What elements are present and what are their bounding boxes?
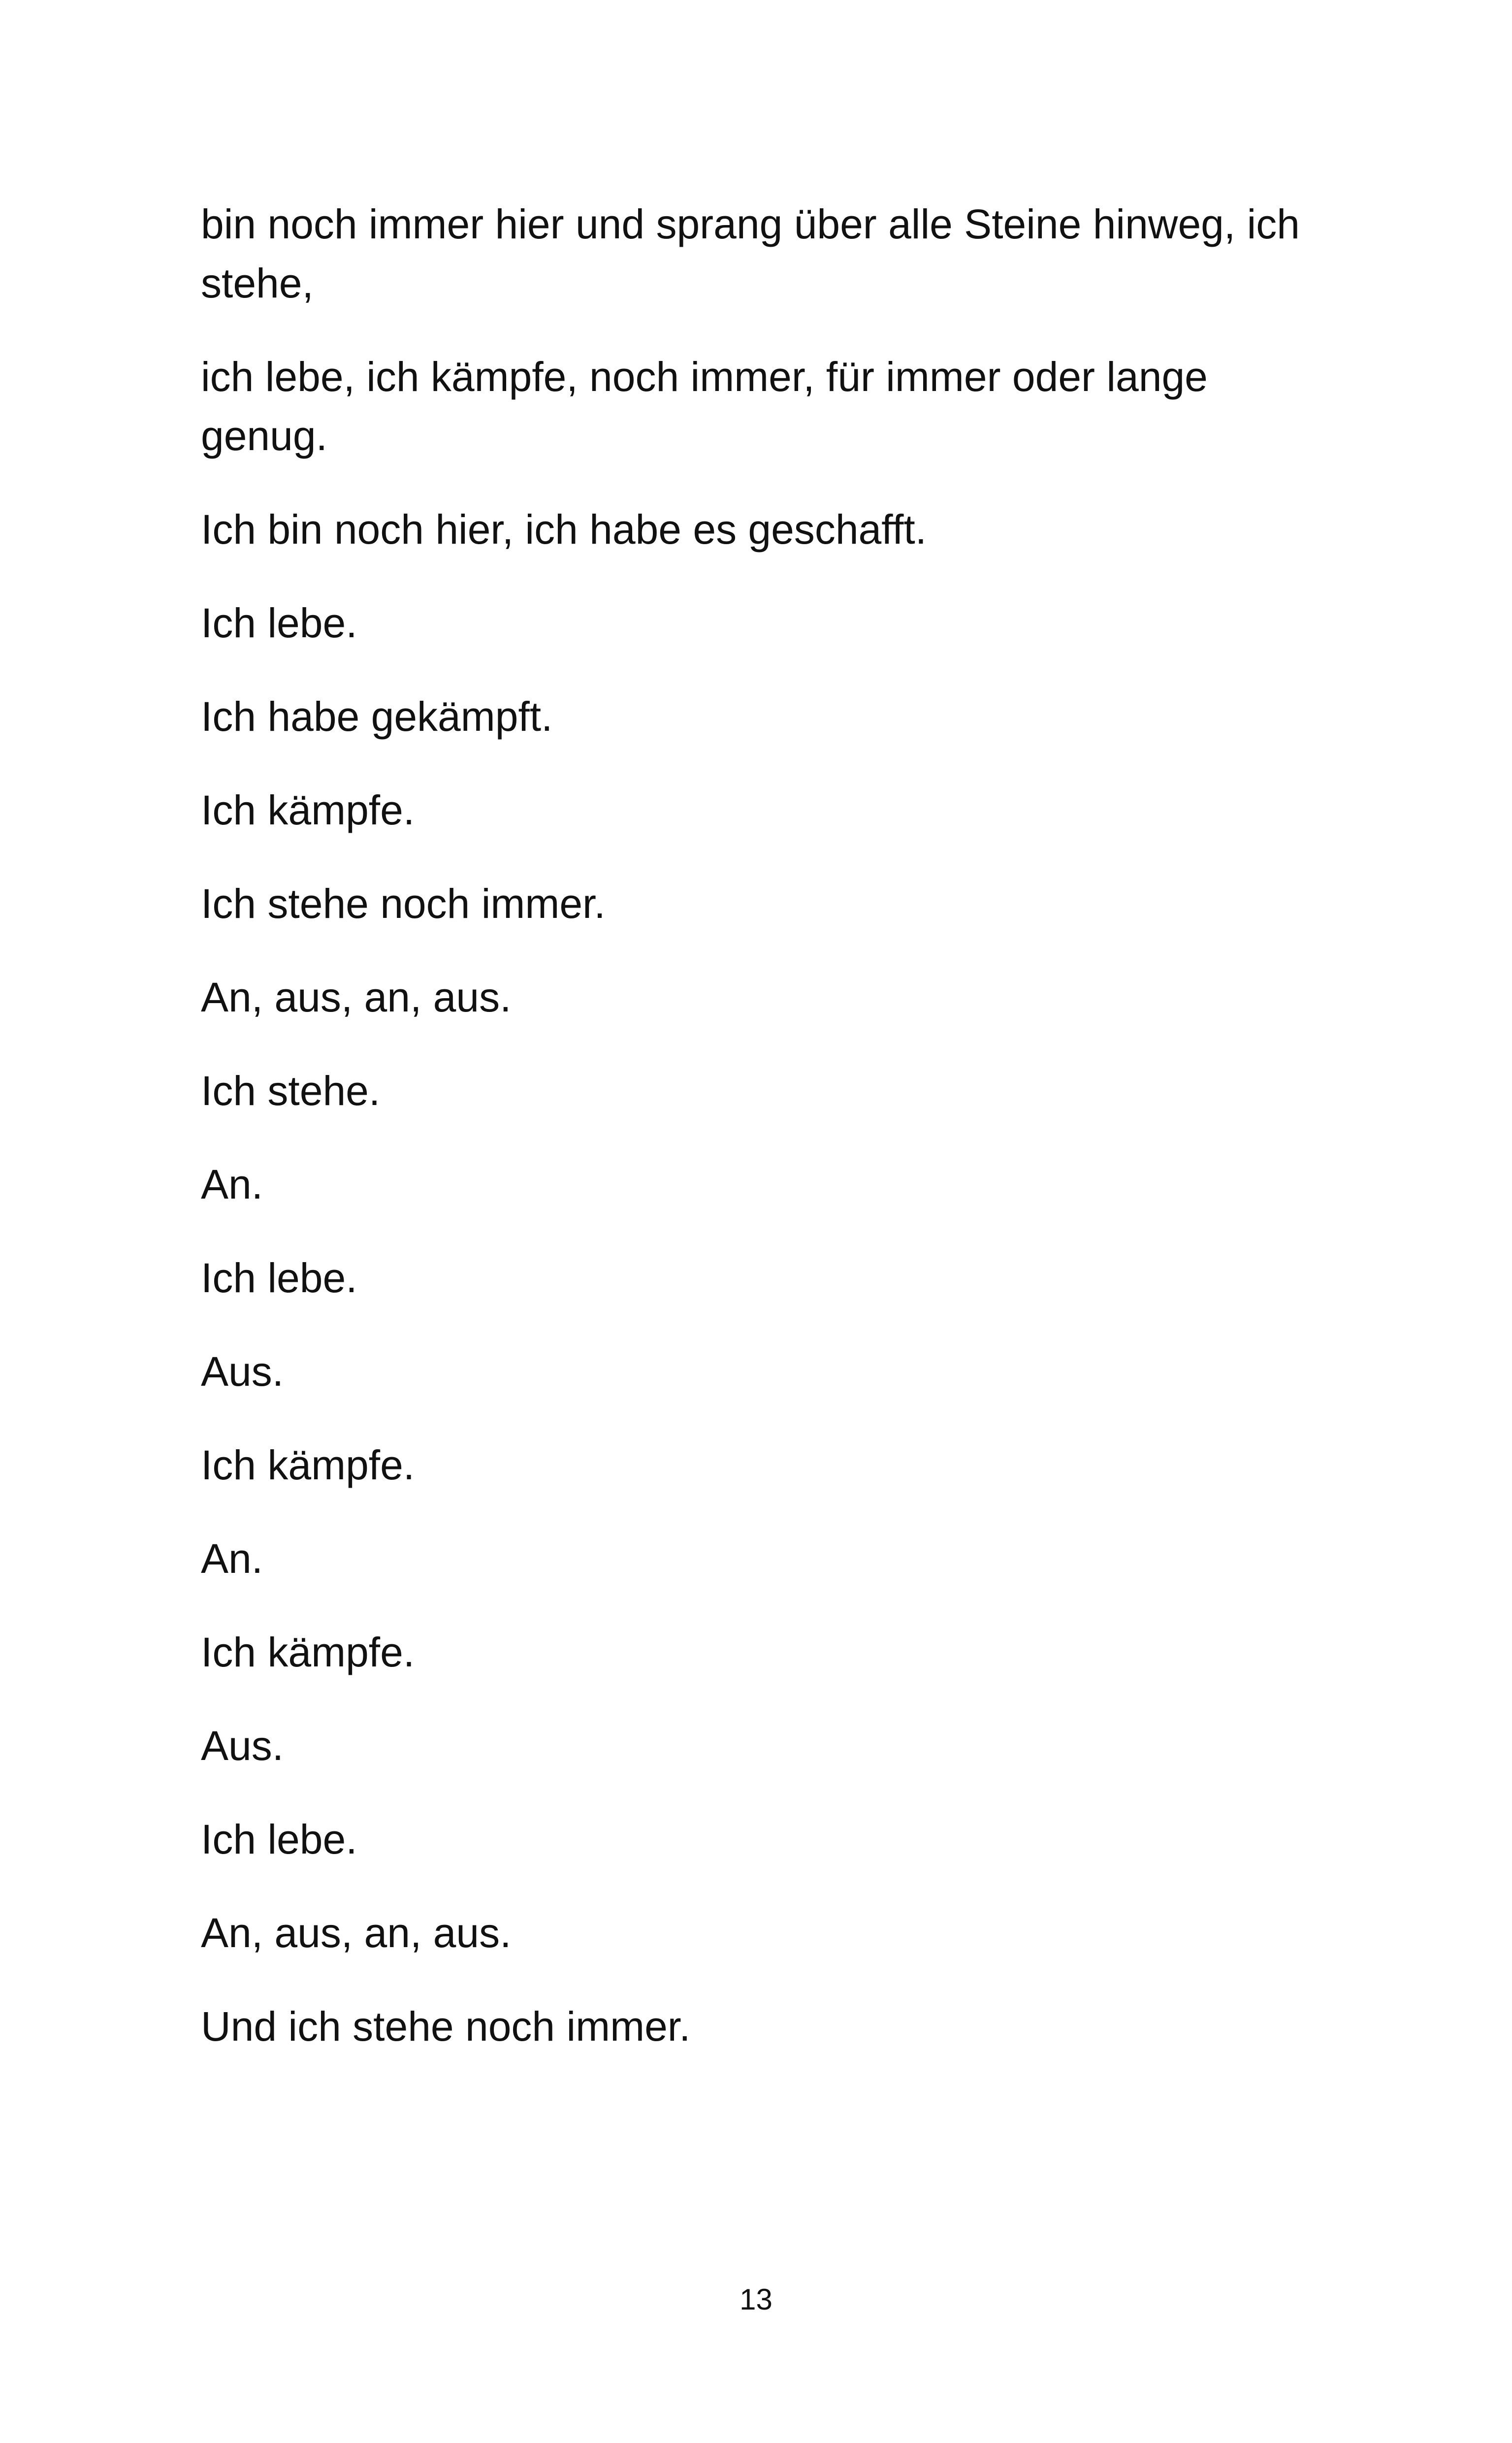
paragraph: An, aus, an, aus. (201, 1910, 512, 1956)
paragraph: Ich habe gekämpft. (201, 693, 553, 740)
paragraph: Ich kämpfe. (201, 787, 415, 833)
paragraph: An, aus, an, aus. (201, 974, 512, 1020)
paragraph: Aus. (201, 1348, 284, 1395)
paragraph: An. (201, 1161, 263, 1207)
paragraph: Ich lebe. (201, 1255, 357, 1301)
paragraph: An. (201, 1535, 263, 1582)
paragraph: ich lebe, ich kämpfe, noch immer, für immer oder lange genug. (201, 354, 1208, 459)
paragraph: Ich kämpfe. (201, 1442, 415, 1488)
paragraph: Ich bin noch hier, ich habe es geschafft. (201, 506, 927, 553)
paragraph: Aus. (201, 1723, 284, 1769)
paragraph: Ich kämpfe. (201, 1629, 415, 1675)
paragraph: Ich lebe. (201, 600, 357, 646)
paragraph: Ich lebe. (201, 1816, 357, 1862)
paragraph: Und ich stehe noch immer. (201, 2003, 691, 2050)
page-number: 13 (740, 2283, 772, 2316)
paragraph: bin noch immer hier und sprang über alle Steine hinweg, ich stehe, (201, 201, 1300, 306)
paragraph: Ich stehe noch immer. (201, 880, 606, 927)
body-text (201, 195, 1323, 2090)
paragraph: Ich stehe. (201, 1068, 381, 1114)
